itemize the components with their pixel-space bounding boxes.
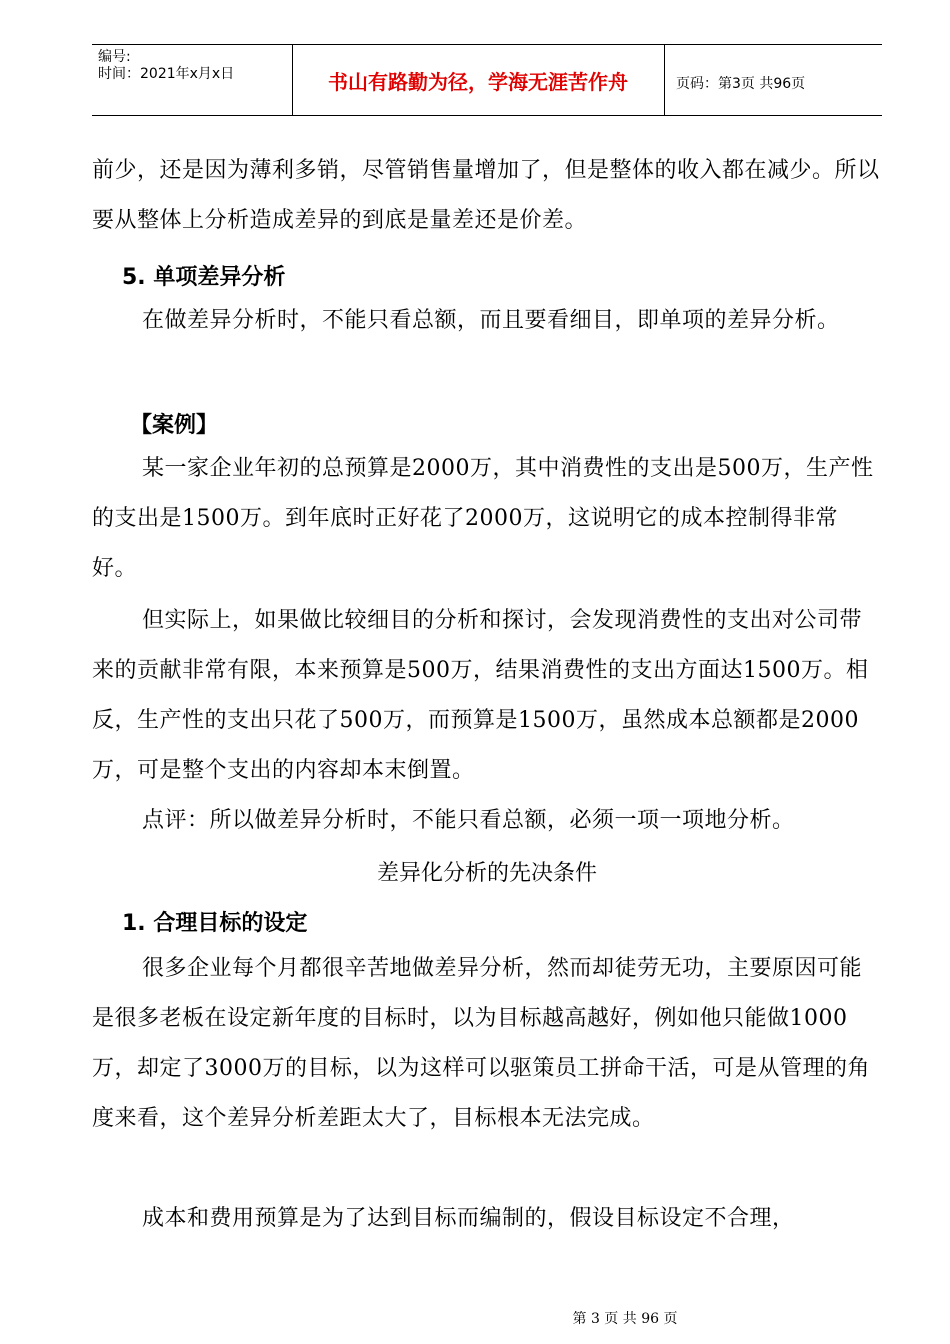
header-motto: 书山有路勤为径，学海无涯苦作舟 [328, 69, 628, 94]
header-divider [292, 45, 293, 115]
paragraph: 某一家企业年初的总预算是2000万，其中消费性的支出是500万，生产性的支出是1500万。到年底时正好花了2000万，这说明它的成本控制得非常好。 [92, 456, 874, 581]
header-meta [98, 49, 234, 83]
paragraph: 但实际上，如果做比较细目的分析和探讨，会发现消费性的支出对公司带来的贡献非常有限，本来预算是500万，结果消费性的支出方面达1500万。相反，生产性的支出只花了500万，而预算是1500万，虽然成本总额都是2000万，可是整个支出的内容却本末倒置。 [92, 608, 869, 783]
document-number-label: 编号: [98, 49, 131, 65]
section-title: 差异化分析的先决条件 [376, 861, 597, 886]
page-footer: 第 3 页 共 96 页 [572, 1311, 678, 1327]
paragraph: 点评：所以做差异分析时，不能只看总额，必须一项一项地分析。 [142, 808, 795, 833]
paragraph: 很多企业每个月都很辛苦地做差异分析，然而却徒劳无功，主要原因可能是很多老板在设定新年度的目标时，以为目标越高越好，例如他只能做1000万，却定了3000万的目标，以为这样可以驱策员工拼命干活，可是从管理的角度来看，这个差异分析差距太大了，目标根本无法完成。 [92, 956, 870, 1131]
header-page-info: 页码：第3页 共96页 [676, 76, 806, 92]
case-label: 【案例】 [130, 413, 219, 438]
document-date: 时间：2021年x月x日 [98, 66, 235, 82]
paragraph: 成本和费用预算是为了达到目标而编制的，假设目标设定不合理， [142, 1206, 795, 1231]
section-heading: 1. 合理目标的设定 [122, 911, 308, 936]
header-divider [664, 45, 665, 115]
section-heading: 5. 单项差异分析 [122, 265, 286, 290]
paragraph: 在做差异分析时，不能只看总额，而且要看细目，即单项的差异分析。 [142, 308, 840, 333]
page-header [92, 44, 882, 116]
paragraph: 前少，还是因为薄利多销，尽管销售量增加了，但是整体的收入都在减少。所以要从整体上分析造成差异的到底是量差还是价差。 [92, 158, 880, 233]
